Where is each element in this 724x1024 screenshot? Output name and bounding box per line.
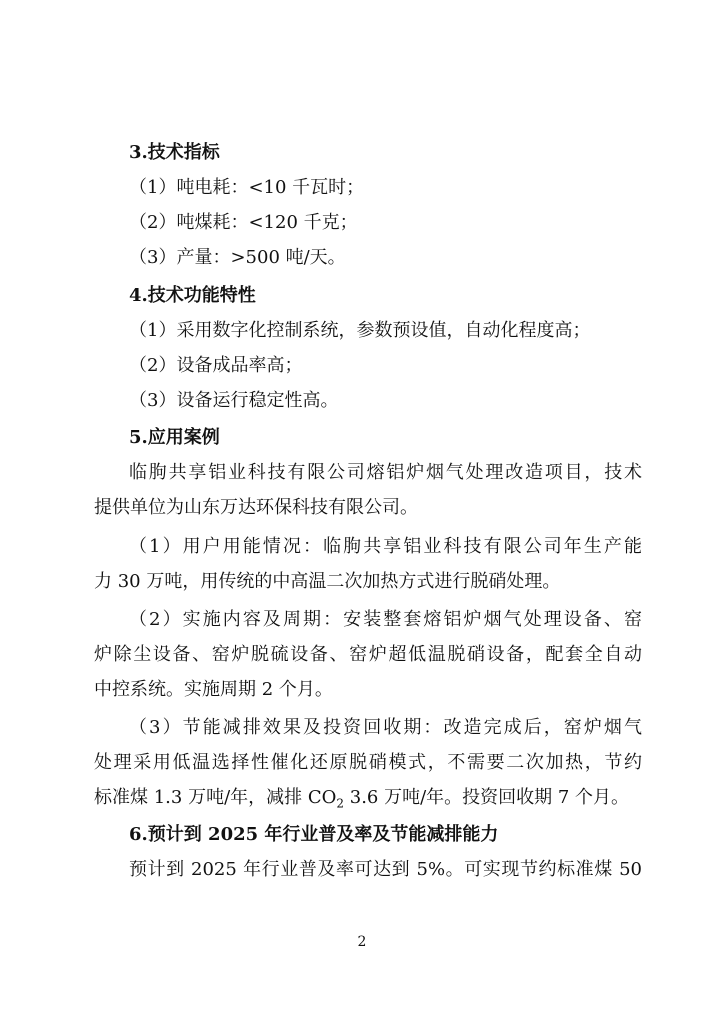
section-heading-tech-features: 4.技术功能特性: [129, 285, 256, 306]
paragraph-line: （3）节能减排效果及投资回收期：改造完成后，窑炉烟气: [129, 717, 642, 738]
paragraph-line: 中控系统。实施周期 2 个月。: [94, 679, 333, 700]
savings-text-after-co2: 3.6 万吨/年。投资回收期 7 个月。: [344, 787, 630, 808]
paragraph-line: 力 30 万吨，用传统的中高温二次加热方式进行脱硝处理。: [94, 571, 561, 592]
tech-indicator-item: （1）吨电耗：<10 千瓦时；: [129, 177, 365, 198]
tech-feature-item: （1）采用数字化控制系统，参数预设值，自动化程度高；: [129, 320, 591, 341]
co2-subscript: 2: [336, 796, 345, 811]
co2-formula: CO: [307, 787, 337, 808]
paragraph-line: 预计到 2025 年行业普及率可达到 5%。可实现节约标准煤 50: [129, 859, 642, 880]
paragraph-line: （2）实施内容及周期：安装整套熔铝炉烟气处理设备、窑: [129, 609, 642, 630]
paragraph-line: 临朐共享铝业科技有限公司熔铝炉烟气处理改造项目，技术: [129, 462, 642, 483]
paragraph-line: （1）用户用能情况：临朐共享铝业科技有限公司年生产能: [129, 536, 642, 557]
paragraph-line: 提供单位为山东万达环保科技有限公司。: [94, 497, 418, 518]
section-heading-case: 5.应用案例: [129, 427, 220, 448]
section-heading-tech-indicators: 3.技术指标: [129, 142, 220, 163]
tech-indicator-item: （2）吨煤耗：<120 千克；: [129, 212, 358, 233]
savings-text-before-co2: 标准煤 1.3 万吨/年，减排: [94, 787, 308, 808]
tech-indicator-item: （3）产量：>500 吨/天。: [129, 247, 346, 268]
paragraph-line: 炉除尘设备、窑炉脱硫设备、窑炉超低温脱硝设备，配套全自动: [94, 644, 642, 665]
tech-feature-item: （2）设备成品率高；: [129, 355, 303, 376]
section-heading-forecast: 6.预计到 2025 年行业普及率及节能减排能力: [129, 824, 499, 845]
paragraph-line: 处理采用低温选择性催化还原脱硝模式，不需要二次加热，节约: [94, 752, 642, 773]
paragraph-line-co2: [94, 786, 642, 816]
page-number: 2: [357, 934, 367, 950]
tech-feature-item: （3）设备运行稳定性高。: [129, 390, 339, 411]
